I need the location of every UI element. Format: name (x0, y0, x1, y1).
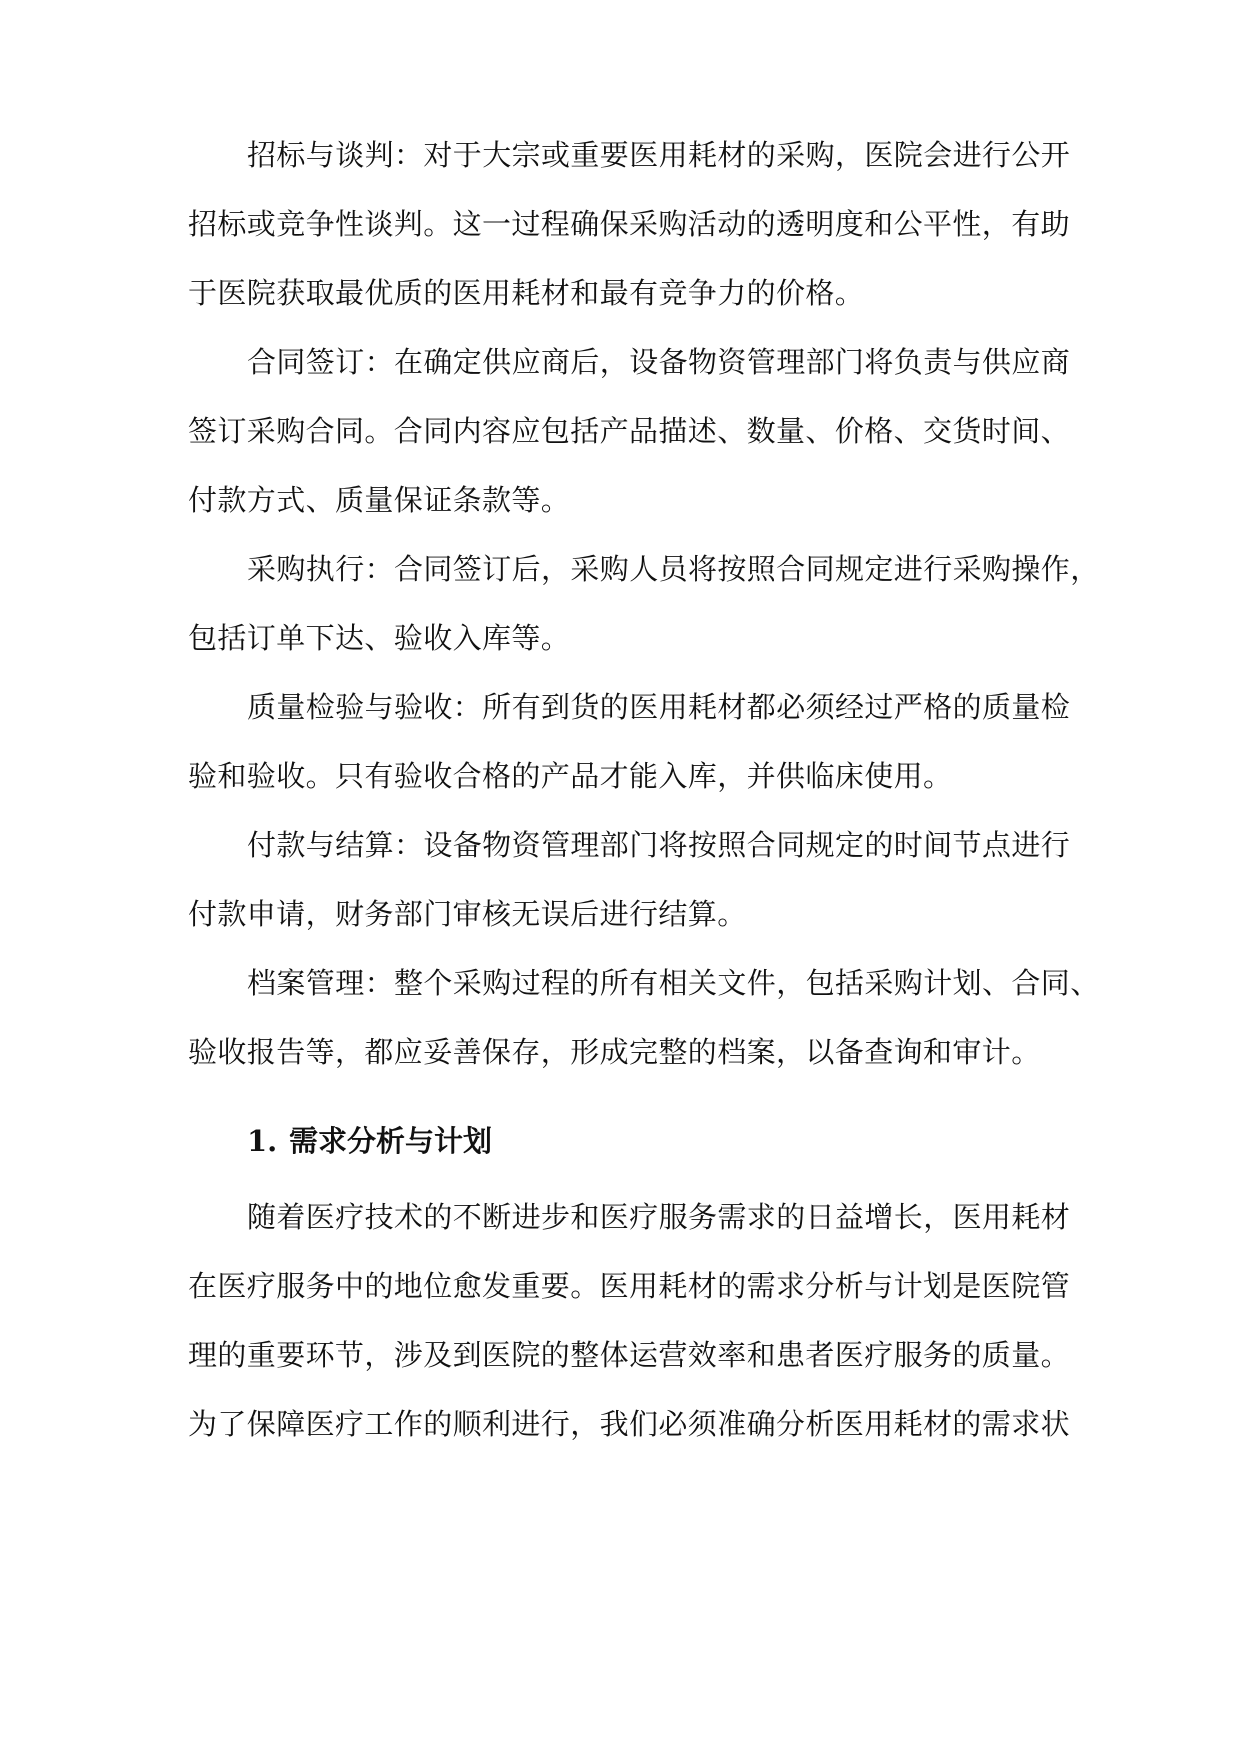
paragraph-payment-line-1: 付款与结算：设备物资管理部门将按照合同规定的时间节点进行 (247, 828, 1071, 862)
section-heading (247, 1117, 847, 1165)
paragraph-execution-line-2: 包括订单下达、验收入库等。 (188, 621, 571, 655)
section-paragraph-line-3: 理的重要环节，涉及到医院的整体运营效率和患者医疗服务的质量。 (188, 1338, 1071, 1372)
section-title: 需求分析与计划 (289, 1124, 493, 1158)
section-paragraph-line-4: 为了保障医疗工作的顺利进行，我们必须准确分析医用耗材的需求状 (188, 1407, 1071, 1441)
paragraph-bidding-line-1: 招标与谈判：对于大宗或重要医用耗材的采购，医院会进行公开 (247, 138, 1071, 172)
paragraph-inspection-line-2: 验和验收。只有验收合格的产品才能入库，并供临床使用。 (188, 759, 953, 793)
paragraph-contract-line-1: 合同签订：在确定供应商后，设备物资管理部门将负责与供应商 (247, 345, 1071, 379)
paragraph-archive-line-2: 验收报告等，都应妥善保存，形成完整的档案，以备查询和审计。 (188, 1035, 1041, 1069)
paragraph-inspection-line-1: 质量检验与验收：所有到货的医用耗材都必须经过严格的质量检 (247, 690, 1071, 724)
paragraph-archive-line-1: 档案管理：整个采购过程的所有相关文件，包括采购计划、合同、 (247, 966, 1100, 1000)
paragraph-execution-line-1: 采购执行：合同签订后，采购人员将按照合同规定进行采购操作， (247, 552, 1100, 586)
paragraph-payment-line-2: 付款申请，财务部门审核无误后进行结算。 (188, 897, 747, 931)
section-paragraph-line-2: 在医疗服务中的地位愈发重要。医用耗材的需求分析与计划是医院管 (188, 1269, 1071, 1303)
paragraph-bidding-line-2: 招标或竞争性谈判。这一过程确保采购活动的透明度和公平性，有助 (188, 207, 1071, 241)
paragraph-contract-line-3: 付款方式、质量保证条款等。 (188, 483, 571, 517)
section-paragraph-line-1: 随着医疗技术的不断进步和医疗服务需求的日益增长，医用耗材 (247, 1200, 1071, 1234)
paragraph-contract-line-2: 签订采购合同。合同内容应包括产品描述、数量、价格、交货时间、 (188, 414, 1071, 448)
paragraph-bidding-line-3: 于医院获取最优质的医用耗材和最有竞争力的价格。 (188, 276, 865, 310)
section-number: 1. (247, 1124, 278, 1158)
